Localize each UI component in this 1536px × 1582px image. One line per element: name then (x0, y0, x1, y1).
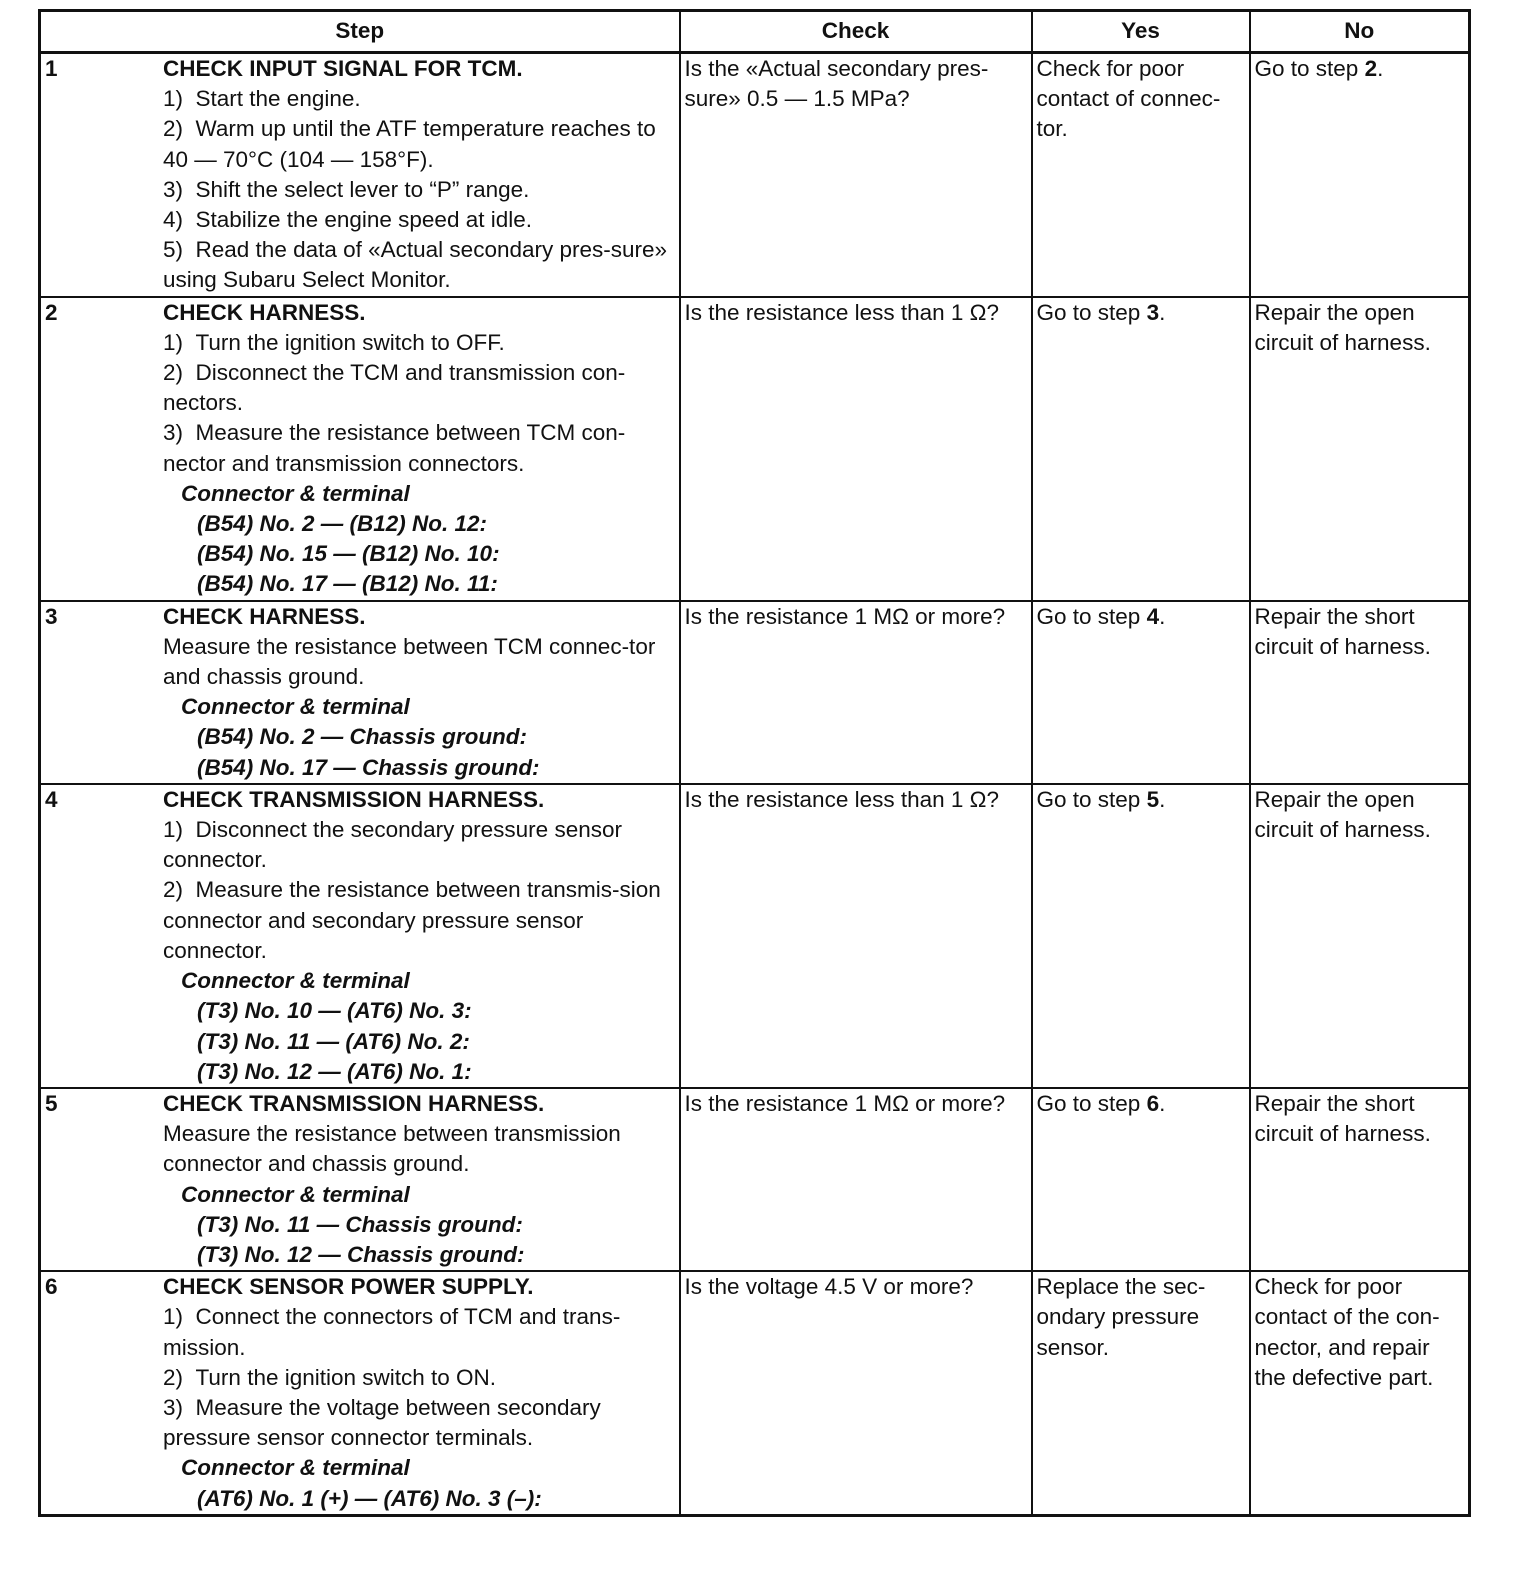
step-cell (40, 784, 680, 1088)
check-cell: Is the resistance 1 MΩ or more? (680, 1088, 1032, 1271)
no-cell (1250, 297, 1470, 601)
yes-text: Replace the sec-ondary pressure sensor. (1036, 1274, 1206, 1360)
table-row (40, 1088, 1470, 1271)
connector-terminal-spec: (B54) No. 2 — Chassis ground: (197, 724, 528, 750)
step-cell (40, 53, 680, 297)
step-cell (40, 1088, 680, 1271)
check-cell: Is the resistance less than 1 Ω? (680, 297, 1032, 601)
no-text: Repair the short circuit of harness. (1254, 1090, 1431, 1147)
yes-cell (1032, 53, 1250, 297)
check-cell: Is the resistance 1 MΩ or more? (680, 601, 1032, 784)
step-instruction: 3) Shift the select lever to “P” range. (163, 176, 530, 202)
yes-step: 3 (1146, 299, 1160, 325)
table-row (40, 53, 1470, 297)
diagnostic-table (38, 9, 1471, 1517)
step-instruction: 4) Stabilize the engine speed at idle. (163, 207, 532, 233)
step-instruction: 2) Turn the ignition switch to ON. (163, 1364, 497, 1390)
step-title: CHECK SENSOR POWER SUPPLY. (163, 1274, 534, 1300)
connector-terminal-spec: (T3) No. 10 — (AT6) No. 3: (197, 998, 472, 1024)
connector-terminal-spec: (T3) No. 11 — (AT6) No. 2: (197, 1028, 470, 1054)
yes-text: Go to step (1036, 299, 1147, 325)
no-cell (1250, 784, 1470, 1088)
yes-step: 6 (1146, 1090, 1160, 1116)
yes-cell: Go to step 3. (1032, 297, 1250, 601)
connector-terminal-spec: (T3) No. 11 — Chassis ground: (197, 1211, 523, 1237)
no-cell (1250, 1088, 1470, 1271)
no-text: Repair the short circuit of harness. (1254, 603, 1431, 659)
connector-terminal-spec: (T3) No. 12 — (AT6) No. 1: (197, 1058, 472, 1084)
table-row (40, 601, 1470, 784)
step-instruction: 3) Measure the voltage between secondary pressure sensor connector terminals. (163, 1394, 601, 1451)
step-number: 2 (45, 299, 58, 325)
connector-terminal-spec: (B54) No. 2 — (B12) No. 12: (197, 511, 488, 537)
yes-cell: Go to step 4. (1032, 601, 1250, 784)
step-cell (40, 297, 680, 601)
no-text: Check for poor contact of the con-nector, and repair the defective part. (1254, 1274, 1440, 1390)
step-title: CHECK TRANSMISSION HARNESS. (163, 1090, 545, 1116)
yes-step: 5 (1146, 786, 1160, 812)
yes-cell (1032, 1271, 1250, 1515)
no-text: Repair the open circuit of harness. (1254, 299, 1431, 355)
step-instruction: 3) Measure the resistance between TCM con-nector and transmission connectors. (163, 420, 626, 476)
step-cell (40, 1271, 680, 1515)
yes-text: Go to step (1036, 603, 1147, 629)
step-title: CHECK TRANSMISSION HARNESS. (163, 786, 545, 812)
step-title: CHECK HARNESS. (163, 299, 366, 325)
connector-terminal-spec: (B54) No. 17 — (B12) No. 11: (197, 571, 498, 597)
yes-text: Go to step (1036, 1090, 1147, 1116)
check-cell: Is the «Actual secondary pres-sure» 0.5 — 1.5 MPa? (680, 53, 1032, 297)
connector-terminal-spec: (AT6) No. 1 (+) — (AT6) No. 3 (–): (197, 1485, 542, 1511)
step-instruction: Measure the resistance between transmission connector and chassis ground. (163, 1121, 621, 1177)
no-cell: Go to step 2. (1250, 53, 1470, 297)
header-yes: Yes (1032, 11, 1250, 53)
no-text: Repair the open circuit of harness. (1254, 786, 1431, 843)
step-instruction: 5) Read the data of «Actual secondary pres-sure» using Subaru Select Monitor. (163, 237, 668, 293)
connector-terminal-spec: (B54) No. 15 — (B12) No. 10: (197, 541, 500, 567)
step-instruction: 1) Disconnect the secondary pressure sensor connector. (163, 817, 622, 873)
step-number: 6 (45, 1274, 58, 1300)
connector-terminal-label: Connector & terminal (181, 1455, 410, 1481)
step-instruction: 1) Connect the connectors of TCM and trans-mission. (163, 1304, 621, 1360)
header-no: No (1250, 11, 1470, 53)
table-row (40, 784, 1470, 1088)
no-text: Go to step (1254, 56, 1365, 81)
step-instruction: 2) Disconnect the TCM and transmission con-nectors. (163, 360, 626, 416)
step-title: CHECK INPUT SIGNAL FOR TCM. (163, 56, 523, 81)
step-number: 5 (45, 1090, 58, 1116)
no-cell (1250, 1271, 1470, 1515)
table-row (40, 297, 1470, 601)
yes-step: 4 (1146, 603, 1160, 629)
step-instruction: 1) Turn the ignition switch to OFF. (163, 329, 505, 355)
connector-terminal-label: Connector & terminal (181, 694, 410, 720)
step-cell (40, 601, 680, 784)
connector-terminal-label: Connector & terminal (181, 1181, 410, 1207)
step-title: CHECK HARNESS. (163, 603, 366, 629)
connector-terminal-spec: (B54) No. 17 — Chassis ground: (197, 754, 540, 780)
connector-terminal-label: Connector & terminal (181, 480, 410, 506)
connector-terminal-spec: (T3) No. 12 — Chassis ground: (197, 1241, 525, 1267)
no-step: 2 (1364, 56, 1378, 81)
header-row (40, 11, 1470, 53)
step-instruction: Measure the resistance between TCM connec-tor and chassis ground. (163, 633, 656, 690)
step-number: 3 (45, 603, 58, 629)
yes-cell: Go to step 6. (1032, 1088, 1250, 1271)
table-row (40, 1271, 1470, 1515)
no-cell (1250, 601, 1470, 784)
header-step: Step (40, 11, 680, 53)
check-cell: Is the voltage 4.5 V or more? (680, 1271, 1032, 1515)
yes-cell: Go to step 5. (1032, 784, 1250, 1088)
step-instruction: 2) Measure the resistance between transmis-sion connector and secondary pressure sensor connector. (163, 877, 661, 963)
step-instruction: 2) Warm up until the ATF temperature reaches to 40 — 70°C (104 — 158°F). (163, 116, 656, 172)
yes-text: Check for poor contact of connec-tor. (1036, 56, 1221, 142)
connector-terminal-label: Connector & terminal (181, 968, 410, 994)
step-instruction: 1) Start the engine. (163, 86, 361, 112)
header-check: Check (680, 11, 1032, 53)
check-cell: Is the resistance less than 1 Ω? (680, 784, 1032, 1088)
yes-text: Go to step (1036, 786, 1147, 812)
step-number: 1 (45, 56, 58, 81)
step-number: 4 (45, 786, 58, 812)
